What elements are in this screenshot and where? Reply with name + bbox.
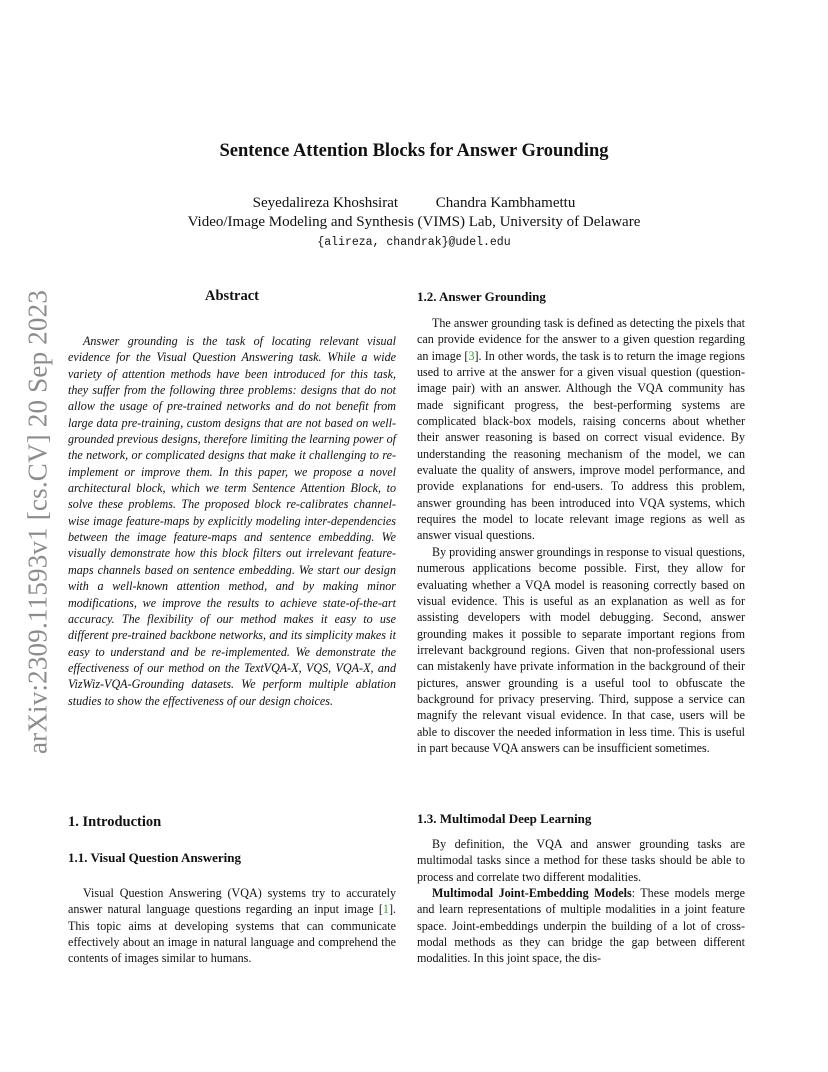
- paper-title: Sentence Attention Blocks for Answer Grounding: [219, 141, 609, 161]
- arxiv-identifier-text: arXiv:2309.11593v1 [cs.CV] 20 Sep 2023: [22, 289, 53, 755]
- intro-body: [68, 885, 396, 967]
- answer-grounding-paragraph-1: The answer grounding task is defined as detecting the pixels that can provide evidence for the answer to a given question regarding an image [3]. In other words, the task is to return the image regions used to arrive at the answer for a given visual question (question-image pair) with an answer. Although the VQA community has made significant progress, the best-performing systems are complicated black-box models, raising concerns about whether their answer reasoning is based on correct visual evidence. By understanding the reasoning mechanism of the model, we can evaluate the quality of answers, improve model performance, and provide explanations for end-users. To address this problem, answer grounding has been introduced into VQA systems, which requires the model to locate relevant image regions as well as answer visual questions.: [417, 316, 746, 543]
- abstract-text: Answer grounding is the task of locating relevant visual evidence for the Visual Question Answering task. While a wide variety of attention methods have been introduced for this task, they suffer from the following three problems: designs that do not allow the usage of pre-trained networks and do not benefit from large data pre-training, custom designs that are not based on well-grounded previous designs, therefore limiting the learning power of the network, or complicated designs that make it challenging to re-implement or improve them. In this paper, we propose a novel architectural block, which we term Sentence Attention Block, to solve these problems. The proposed block re-calibrates channel-wise image feature-maps by explicitly modeling inter-dependencies between the image feature-maps and sentence embedding. We visually demonstrate how this block filters out irrelevant feature-maps channels based on sentence embedding. We start our design with a well-known attention method, and by making minor modifications, we improve the results to achieve state-of-the-art accuracy. The flexibility of our method makes it easy to use different pre-trained backbone networks, and its simplicity makes it easy to understand and be re-implemented. We demonstrate the effectiveness of our method on the TextVQA-X, VQS, VQA-X, and VizWiz-VQA-Grounding datasets. We perform multiple ablation studies to show the effectiveness of our design choices.: [68, 334, 396, 708]
- arxiv-identifier: [18, 282, 58, 762]
- author-1: Seyedalireza Khoshsirat: [252, 195, 399, 211]
- multimodal-body: [417, 836, 745, 967]
- email: {alireza, chandrak}@udel.edu: [317, 236, 511, 249]
- multimodal-paragraph-1: By definition, the VQA and answer grounding tasks are multimodal tasks since a method for these tasks should be able to process and correlate two different modalities.: [417, 837, 745, 884]
- answer-grounding-body: [417, 315, 745, 756]
- abstract-body: [68, 333, 396, 709]
- intro-paragraph: Visual Question Answering (VQA) systems try to accurately answer natural language questions regarding an input image [1]. This topic aims at developing systems that can communicate effectively about an image in natural language and comprehend the contents of images similar to humans.: [68, 886, 396, 966]
- vqa-subheading: 1.1. Visual Question Answering: [68, 850, 242, 865]
- multimodal-heading: 1.3. Multimodal Deep Learning: [417, 811, 592, 826]
- citation-link[interactable]: 1: [382, 902, 389, 917]
- answer-grounding-paragraph-2: By providing answer groundings in response to visual questions, numerous applications become possible. First, they allow for evaluating whether a VQA model is reasoning correctly based on visual evidence. This is useful as an explanation as well as for assisting developers with model debugging. Second, answer grounding makes it possible to separate important regions from irrelevant background regions. Given that non-professional users can mistakenly have private information in the background of their pictures, answer grounding is a useful tool to obfuscate the background for privacy preserving. Third, suppose a service can magnify the relevant visual evidence. In that case, users will be able to discover the needed information in less time. This is useful in part because VQA answers can be insufficient sometimes.: [417, 544, 745, 755]
- affiliation: Video/Image Modeling and Synthesis (VIMS) Lab, University of Delaware: [187, 214, 641, 230]
- author-2: Chandra Kambhamettu: [435, 195, 576, 211]
- answer-grounding-heading: 1.2. Answer Grounding: [417, 289, 546, 304]
- citation-link[interactable]: 3: [468, 348, 475, 363]
- joint-embedding-term: Multimodal Joint-Embedding Models: [432, 886, 632, 901]
- abstract-heading: Abstract: [205, 288, 259, 304]
- multimodal-paragraph-2: Multimodal Joint-Embedding Models: These models merge and learn representations of multiple modalities in a joint feature space. Joint-embeddings underpin the building of a lot of cross-modal methods as they can bridge the gap between different modalities. In this joint space, the dis-: [417, 886, 745, 966]
- authors: [0, 195, 828, 212]
- introduction-heading: 1. Introduction: [68, 814, 162, 830]
